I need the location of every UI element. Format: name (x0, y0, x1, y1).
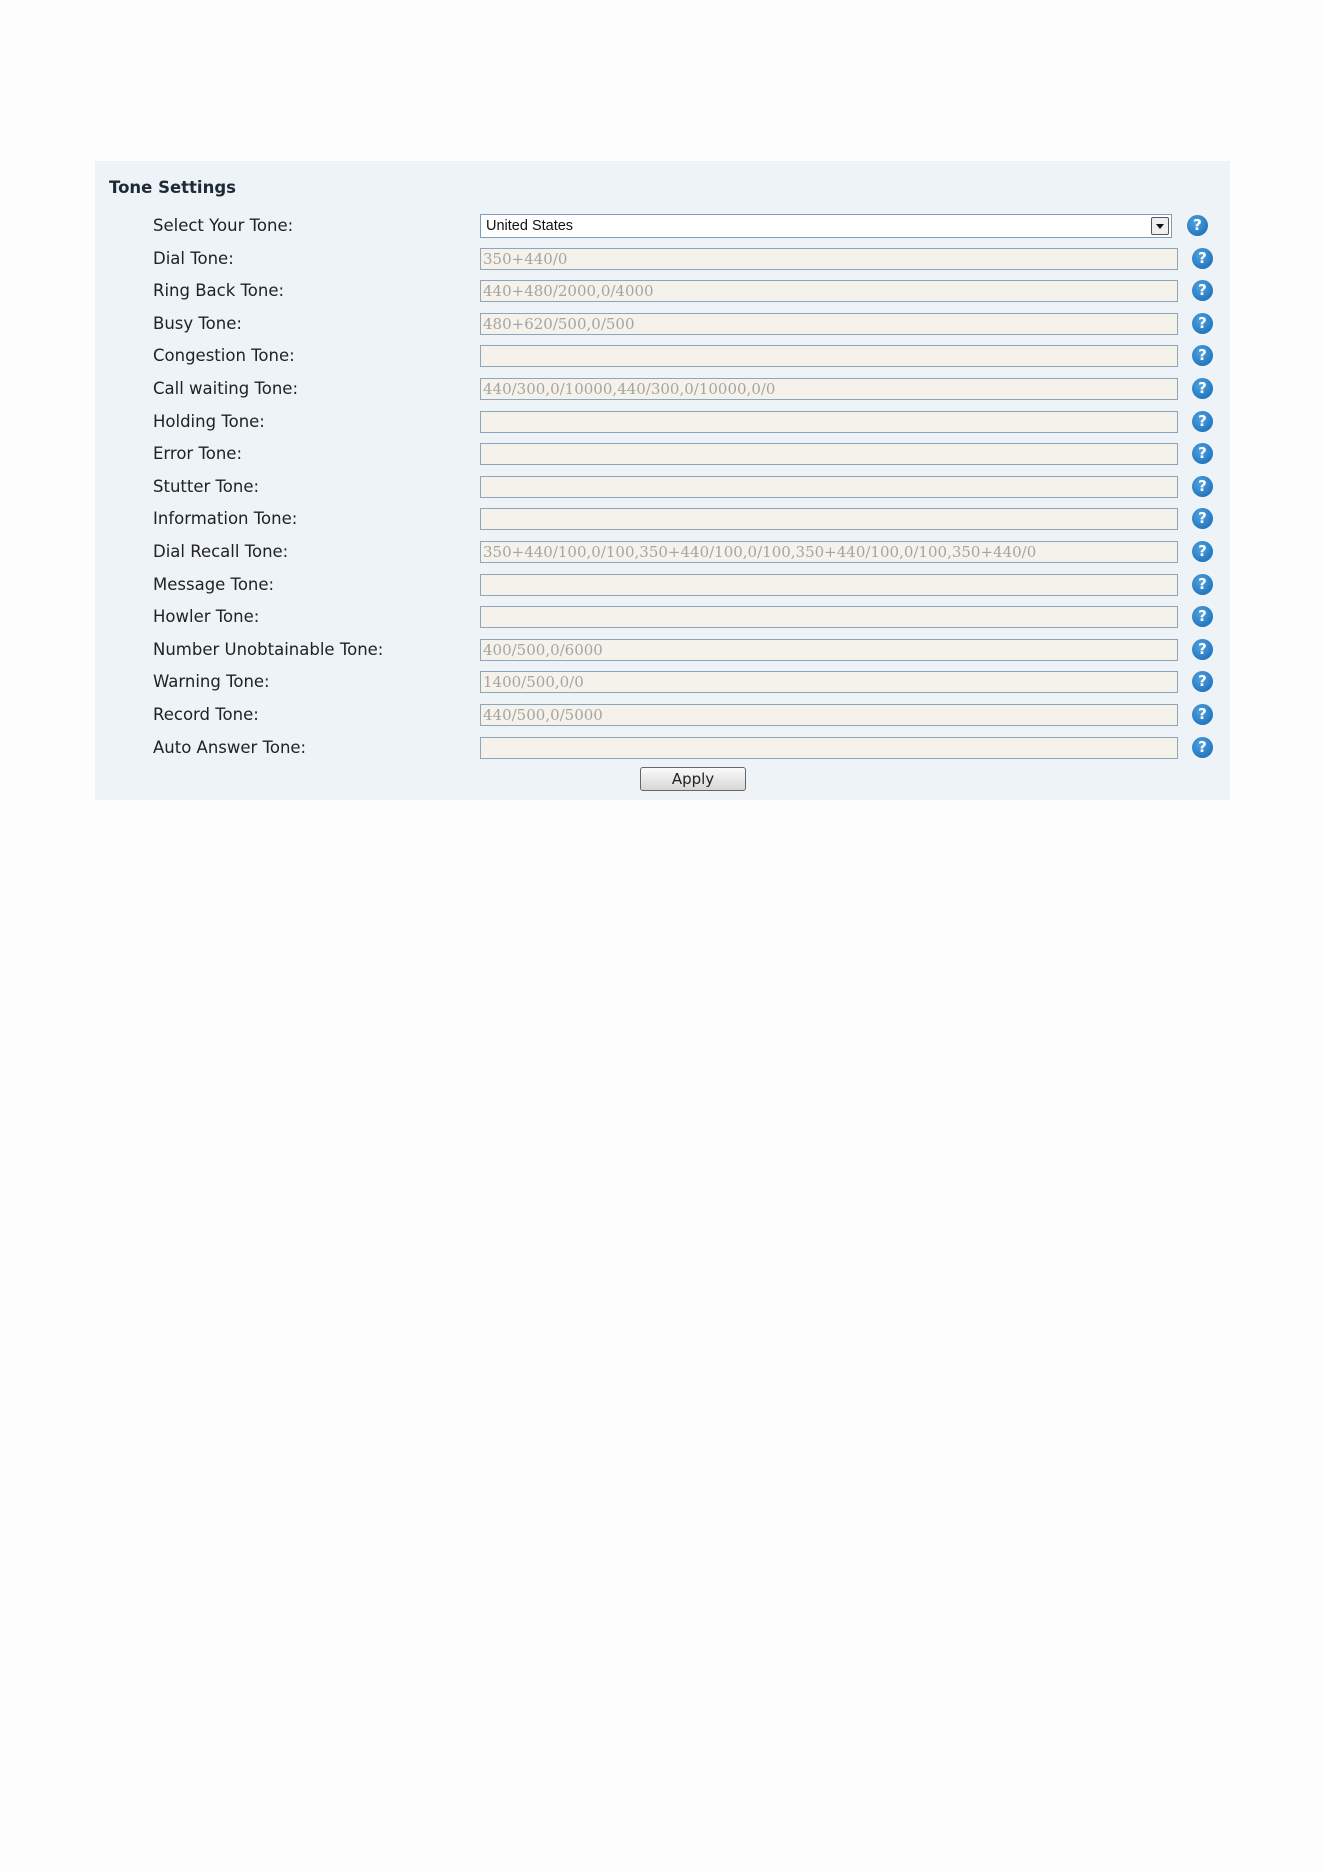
stutter-tone-input[interactable] (480, 476, 1178, 498)
help-icon[interactable]: ? (1192, 704, 1213, 725)
record-tone-input[interactable]: 440/500,0/5000 (480, 704, 1178, 726)
row-howler-tone (95, 604, 1230, 637)
tone-settings-panel (95, 161, 1230, 800)
row-dial-tone (95, 246, 1230, 279)
help-icon[interactable]: ? (1192, 574, 1213, 595)
dial-tone-label: Dial Tone: (153, 248, 234, 268)
help-icon[interactable]: ? (1187, 215, 1208, 236)
warning-tone-input[interactable]: 1400/500,0/0 (480, 671, 1178, 693)
help-icon[interactable]: ? (1192, 476, 1213, 497)
select-your-tone-dropdown[interactable] (480, 214, 1172, 238)
help-icon[interactable]: ? (1192, 541, 1213, 562)
dial-tone-input[interactable]: 350+440/0 (480, 248, 1178, 270)
row-warning-tone (95, 669, 1230, 702)
row-number-unobtainable-tone (95, 637, 1230, 670)
number-unobtainable-tone-label: Number Unobtainable Tone: (153, 639, 384, 659)
select-your-tone-label: Select Your Tone: (153, 216, 294, 235)
help-icon[interactable]: ? (1192, 606, 1213, 627)
number-unobtainable-tone-input[interactable]: 400/500,0/6000 (480, 639, 1178, 661)
row-holding-tone (95, 409, 1230, 442)
message-tone-label: Message Tone: (153, 574, 275, 594)
dial-recall-tone-label: Dial Recall Tone: (153, 541, 289, 561)
help-icon[interactable]: ? (1192, 737, 1213, 758)
help-icon[interactable]: ? (1192, 411, 1213, 432)
row-error-tone (95, 441, 1230, 474)
record-tone-label: Record Tone: (153, 704, 259, 724)
help-icon[interactable]: ? (1192, 639, 1213, 660)
row-auto-answer-tone (95, 735, 1230, 768)
busy-tone-input[interactable]: 480+620/500,0/500 (480, 313, 1178, 335)
auto-answer-tone-label: Auto Answer Tone: (153, 737, 307, 757)
help-icon[interactable]: ? (1192, 345, 1213, 366)
information-tone-input[interactable] (480, 508, 1178, 530)
chevron-down-icon[interactable] (1151, 217, 1169, 235)
message-tone-input[interactable] (480, 574, 1178, 596)
row-ring-back-tone (95, 278, 1230, 311)
row-record-tone (95, 702, 1230, 735)
row-stutter-tone (95, 474, 1230, 507)
row-congestion-tone (95, 343, 1230, 376)
call-waiting-tone-label: Call waiting Tone: (153, 378, 299, 398)
congestion-tone-label: Congestion Tone: (153, 346, 295, 366)
auto-answer-tone-input[interactable] (480, 737, 1178, 759)
select-your-tone-value: United States (486, 218, 574, 234)
help-icon[interactable]: ? (1192, 508, 1213, 529)
row-information-tone (95, 506, 1230, 539)
help-icon[interactable]: ? (1192, 248, 1213, 269)
information-tone-label: Information Tone: (153, 509, 298, 529)
ring-back-tone-input[interactable]: 440+480/2000,0/4000 (480, 280, 1178, 302)
row-busy-tone (95, 311, 1230, 344)
section-title: Tone Settings (109, 178, 236, 197)
dial-recall-tone-input[interactable]: 350+440/100,0/100,350+440/100,0/100,350+440/100,0/100,350+440/0 (480, 541, 1178, 563)
row-select-your-tone (95, 213, 1230, 246)
ring-back-tone-label: Ring Back Tone: (153, 281, 285, 301)
holding-tone-input[interactable] (480, 411, 1178, 433)
howler-tone-input[interactable] (480, 606, 1178, 628)
help-icon[interactable]: ? (1192, 313, 1213, 334)
congestion-tone-input[interactable] (480, 345, 1178, 367)
help-icon[interactable]: ? (1192, 671, 1213, 692)
help-icon[interactable]: ? (1192, 443, 1213, 464)
error-tone-input[interactable] (480, 443, 1178, 465)
howler-tone-label: Howler Tone: (153, 607, 260, 627)
apply-button[interactable]: Apply (640, 767, 746, 791)
busy-tone-label: Busy Tone: (153, 313, 242, 333)
row-message-tone (95, 572, 1230, 605)
help-icon[interactable]: ? (1192, 280, 1213, 301)
tone-settings-form (95, 213, 1230, 767)
help-icon[interactable]: ? (1192, 378, 1213, 399)
row-dial-recall-tone (95, 539, 1230, 572)
stutter-tone-label: Stutter Tone: (153, 476, 260, 496)
call-waiting-tone-input[interactable]: 440/300,0/10000,440/300,0/10000,0/0 (480, 378, 1178, 400)
row-call-waiting-tone (95, 376, 1230, 409)
error-tone-label: Error Tone: (153, 444, 243, 464)
holding-tone-label: Holding Tone: (153, 411, 265, 431)
warning-tone-label: Warning Tone: (153, 672, 270, 692)
